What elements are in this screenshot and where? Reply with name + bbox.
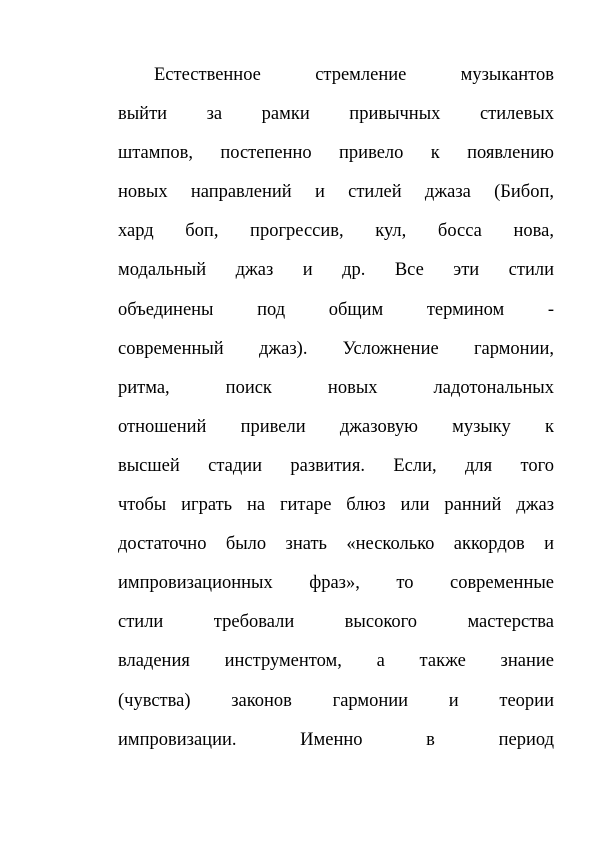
body-paragraph bbox=[118, 56, 554, 760]
text-line: модальный джаз и др. Все эти стили bbox=[118, 260, 554, 281]
text-line: импровизации. Именно в период bbox=[118, 729, 554, 750]
text-line: отношений привели джазовую музыку к bbox=[118, 416, 554, 437]
text-line: Естественное стремление музыкантов bbox=[154, 65, 554, 85]
text-line: штампов, постепенно привело к появлению bbox=[118, 143, 554, 164]
text-line: чтобы играть на гитаре блюз или ранний джаз bbox=[118, 495, 554, 516]
text-line: владения инструментом, а также знание bbox=[118, 651, 554, 672]
text-line: высшей стадии развития. Если, для того bbox=[118, 455, 554, 476]
text-line: (чувства) законов гармонии и теории bbox=[118, 690, 554, 711]
text-line: выйти за рамки привычных стилевых bbox=[118, 104, 554, 125]
text-line: достаточно было знать «несколько аккордов и bbox=[118, 534, 554, 555]
text-line: объединены под общим термином - bbox=[118, 299, 554, 320]
text-line: ритма, поиск новых ладотональных bbox=[118, 377, 554, 398]
text-line: новых направлений и стилей джаза (Бибоп, bbox=[118, 182, 554, 203]
text-line: хард боп, прогрессив, кул, босса нова, bbox=[118, 221, 554, 242]
text-line: современный джаз). Усложнение гармонии, bbox=[118, 338, 554, 359]
text-line: стили требовали высокого мастерства bbox=[118, 612, 554, 633]
text-line: импровизационных фраз», то современные bbox=[118, 573, 554, 594]
